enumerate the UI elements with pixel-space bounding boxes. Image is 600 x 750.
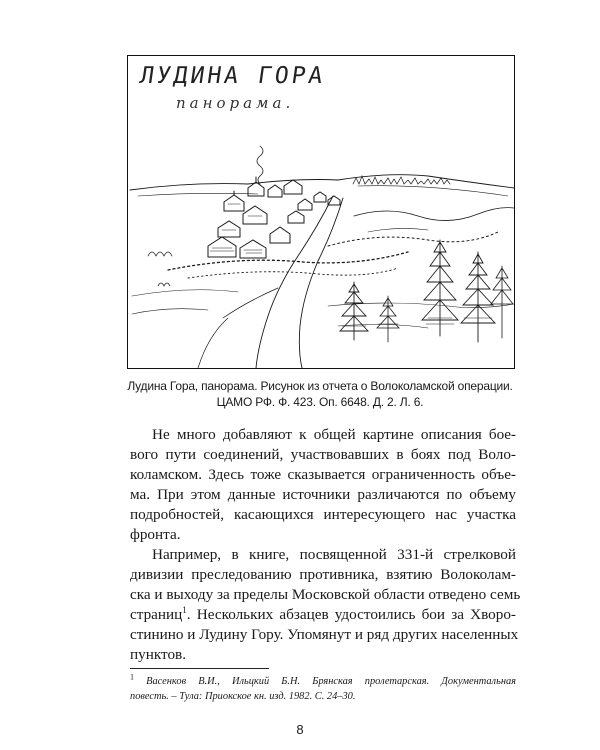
text-line: Например, в книге, посвященной 331-й стрелковой	[152, 546, 516, 563]
text-line: вого пути соединений, участвовавших в боях под Воло-	[130, 446, 516, 463]
text-line: ма. При этом данные источники различаются по объему	[130, 486, 516, 503]
footnote-divider	[130, 668, 269, 669]
text-line: стинино и Лудину Гору. Упомянут и ряд других населенных	[130, 626, 519, 643]
footnote-reference[interactable]: 1	[182, 604, 187, 615]
figure-caption-line-2: ЦАМО РФ. Ф. 423. Оп. 6648. Д. 2. Л. 6.	[216, 395, 424, 409]
text-fragment: страниц	[130, 606, 183, 623]
footnote-line: повесть. – Тула: Приокское кн. изд. 1982. С. 24–30.	[130, 691, 356, 702]
sketch-title: ЛУДИНА ГОРА	[138, 63, 328, 89]
sketch-subtitle: панорама.	[176, 94, 295, 112]
text-line: Не много добавляют к общей картине описания боe-	[152, 426, 516, 443]
footnote-line	[130, 674, 516, 689]
footnote-text: Васенков В.И., Ильцкий Б.Н. Брянская пролетарская. Документальная	[146, 676, 516, 687]
footnote-mark: 1	[130, 672, 134, 682]
text-line: фронта.	[130, 526, 181, 543]
figure-caption-line-1: Лудина Гора, панорама. Рисунок из отчета о Волоколамской операции.	[127, 379, 513, 393]
figure-panorama-sketch	[127, 55, 515, 369]
page-number: 8	[296, 722, 304, 737]
text-line: подробностей, касающихся интересующего нас участка	[130, 506, 516, 523]
text-line	[130, 605, 516, 625]
text-line: пунктов.	[130, 646, 187, 663]
text-line: коламском. Здесь тоже сказывается ограниченность объе-	[130, 466, 516, 483]
text-fragment: . Нескольких абзацев удостоились бои за Хворо-	[186, 606, 516, 623]
text-line: ска и выходу за пределы Московской области отведено семь	[130, 586, 521, 603]
text-line: дивизии преследованию противника, взятию Волоколам-	[130, 566, 516, 583]
